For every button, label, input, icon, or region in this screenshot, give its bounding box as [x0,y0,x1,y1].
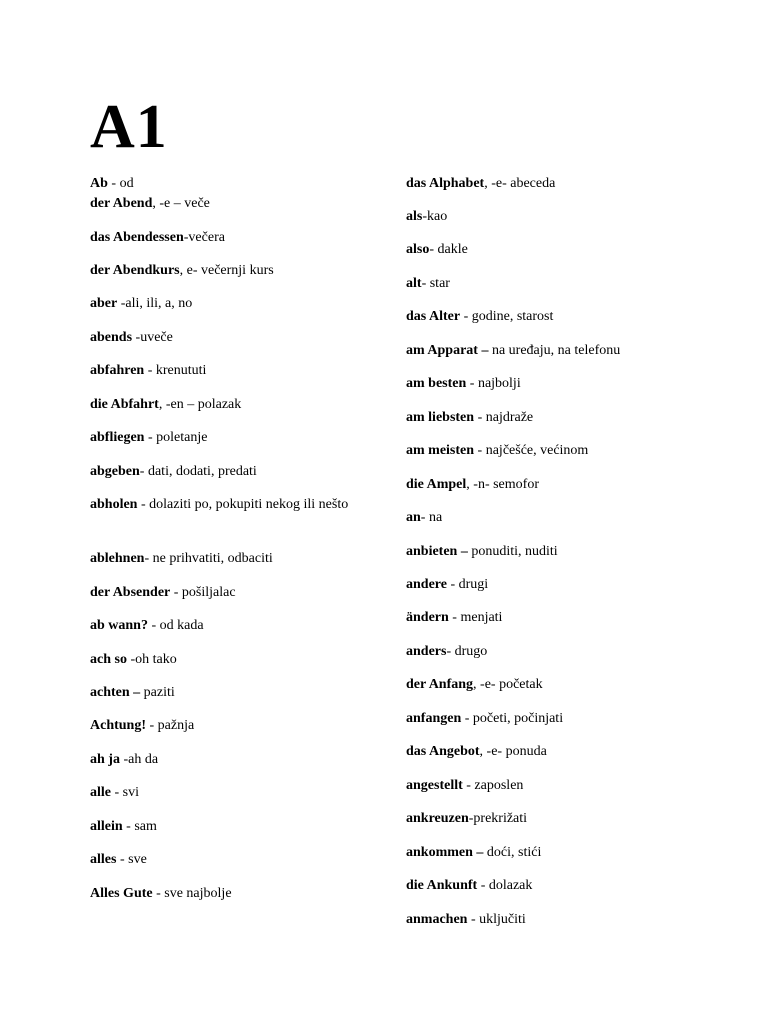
vocab-entry [406,374,521,394]
vocab-translation: - od kada [147,618,204,633]
vocab-translation: - najbolji [466,376,521,391]
vocab-entry [406,274,450,294]
vocab-translation: - dakle [429,242,468,257]
vocab-translation: ponuditi, nuditi [467,544,558,559]
vocab-entry [406,207,447,227]
vocab-entry [90,884,232,904]
vocab-translation: -večera [183,230,225,245]
vocab-translation: - zaposlen [462,778,524,793]
vocab-entry [406,809,527,829]
vocab-entry [90,294,192,314]
vocab-translation: , -e – veče [152,196,210,211]
vocab-entry [90,750,158,770]
vocab-entry [406,341,620,361]
vocab-term: also [406,242,430,257]
vocab-term: ach so [90,652,127,667]
vocab-translation: - pažnja [146,718,195,733]
vocab-term: alle [90,785,111,800]
vocab-term: allein [90,819,123,834]
vocab-entry [406,742,547,762]
vocab-translation: -kao [422,209,448,224]
vocab-term: das Alphabet [406,176,485,191]
vocab-translation: -oh tako [126,652,177,667]
vocab-term: anfangen [406,711,462,726]
vocab-term: ändern [406,610,449,625]
vocab-entry [406,441,588,461]
vocab-entry [90,817,157,837]
vocab-term: die Ankunft [406,878,478,893]
vocab-translation: - menjati [448,610,503,625]
vocab-translation: , -e- abeceda [484,176,556,191]
vocab-term: anbieten – [406,544,468,559]
vocab-entry [90,228,225,248]
vocab-term: andere [406,577,447,592]
vocab-translation: - sam [122,819,157,834]
vocab-entry [90,361,206,381]
vocab-translation: - krenututi [144,363,207,378]
vocab-term: am liebsten [406,410,475,425]
vocab-entry [90,683,175,703]
vocab-entry [406,876,532,896]
vocab-term: achten – [90,685,141,700]
vocab-entry [406,642,487,662]
vocab-translation: - sve najbolje [152,886,232,901]
vocab-term: Alles Gute [90,886,153,901]
vocab-term: der Abendkurs [90,263,180,278]
vocab-entry [90,261,274,281]
vocab-term: abfliegen [90,430,145,445]
vocab-translation: - drugi [446,577,489,592]
vocab-term: ah ja [90,752,120,767]
vocab-term: das Alter [406,309,461,324]
vocab-entry [90,495,350,515]
vocab-translation: - pošiljalac [170,585,236,600]
vocab-translation: - svi [111,785,139,800]
vocab-term: die Ampel [406,477,467,492]
vocab-translation: - drugo [446,644,488,659]
vocab-term: am meisten [406,443,475,458]
vocab-entry [90,194,210,214]
vocab-entry [90,583,236,603]
vocab-translation: - poletanje [144,430,208,445]
vocab-translation: -prekrižati [468,811,528,826]
vocab-term: abholen [90,497,138,512]
vocab-translation: - dolaziti po, pokupiti nekog ili nešto [137,497,349,512]
vocab-entry [90,549,273,569]
vocab-term: abfahren [90,363,145,378]
vocab-entry [90,328,173,348]
vocab-term: anmachen [406,912,468,927]
vocab-entry [406,776,523,796]
vocab-translation: -ah da [119,752,159,767]
vocab-term: ab wann? [90,618,148,633]
vocab-translation: , -e- ponuda [479,744,547,759]
vocab-term: der Absender [90,585,171,600]
vocab-term: alles [90,852,117,867]
vocab-translation: paziti [140,685,175,700]
vocab-translation: , -e- početak [473,677,543,692]
vocab-entry [406,240,468,260]
vocab-entry [406,475,539,495]
vocab-translation: -ali, ili, a, no [117,296,193,311]
vocab-term: als [406,209,423,224]
vocab-entry [90,716,194,736]
vocab-entry [406,675,543,695]
vocab-term: der Abend [90,196,153,211]
vocab-term: abgeben [90,464,140,479]
vocab-entry [406,508,442,528]
vocab-term: am Apparat – [406,343,489,358]
vocab-entry [406,174,555,194]
vocab-translation: , e- večernji kurs [179,263,274,278]
vocab-term: an [406,510,421,525]
vocab-entry [406,843,541,863]
vocab-entry [406,542,558,562]
vocab-term: ablehnen [90,551,145,566]
vocab-translation: - dati, dodati, predati [139,464,257,479]
vocab-translation: - godine, starost [460,309,554,324]
vocab-translation: - najčešće, većinom [474,443,589,458]
vocab-translation: - dolazak [477,878,533,893]
vocab-term: das Abendessen [90,230,184,245]
vocab-translation: - najdraže [474,410,534,425]
vocab-term: das Angebot [406,744,480,759]
page-title: A1 [90,93,168,161]
vocab-entry [90,428,207,448]
vocab-term: anders [406,644,447,659]
vocab-entry [406,910,526,930]
vocab-entry [406,307,553,327]
vocab-term: ankommen – [406,845,484,860]
vocab-translation: - sve [116,852,147,867]
vocab-translation: - na [420,510,443,525]
vocab-term: abends [90,330,133,345]
vocab-term: die Abfahrt [90,397,159,412]
vocab-translation: -uveče [132,330,173,345]
vocab-term: Achtung! [90,718,147,733]
vocab-translation: na uređaju, na telefonu [488,343,621,358]
vocab-translation: - od [107,176,134,191]
vocab-translation: - ne prihvatiti, odbaciti [144,551,273,566]
vocab-term: aber [90,296,118,311]
vocab-term: am besten [406,376,467,391]
vocab-translation: - star [421,276,450,291]
vocab-entry [90,616,204,636]
vocab-term: Ab [90,176,108,191]
vocab-entry [406,608,502,628]
vocab-entry [406,408,533,428]
vocab-translation: , -n- semofor [466,477,539,492]
vocab-entry [90,462,257,482]
vocab-entry [90,783,139,803]
vocab-translation: - uključiti [467,912,526,927]
vocab-entry [90,850,147,870]
vocab-term: der Anfang [406,677,474,692]
vocab-translation: , -en – polazak [158,397,242,412]
vocab-translation: - početi, počinjati [461,711,564,726]
vocab-term: ankreuzen [406,811,469,826]
vocab-entry [90,174,134,194]
vocab-entry [406,709,563,729]
vocab-translation: doći, stići [483,845,542,860]
vocab-entry [406,575,488,595]
vocab-entry [90,395,241,415]
vocab-term: alt [406,276,422,291]
vocab-entry [90,650,177,670]
vocab-term: angestellt [406,778,463,793]
